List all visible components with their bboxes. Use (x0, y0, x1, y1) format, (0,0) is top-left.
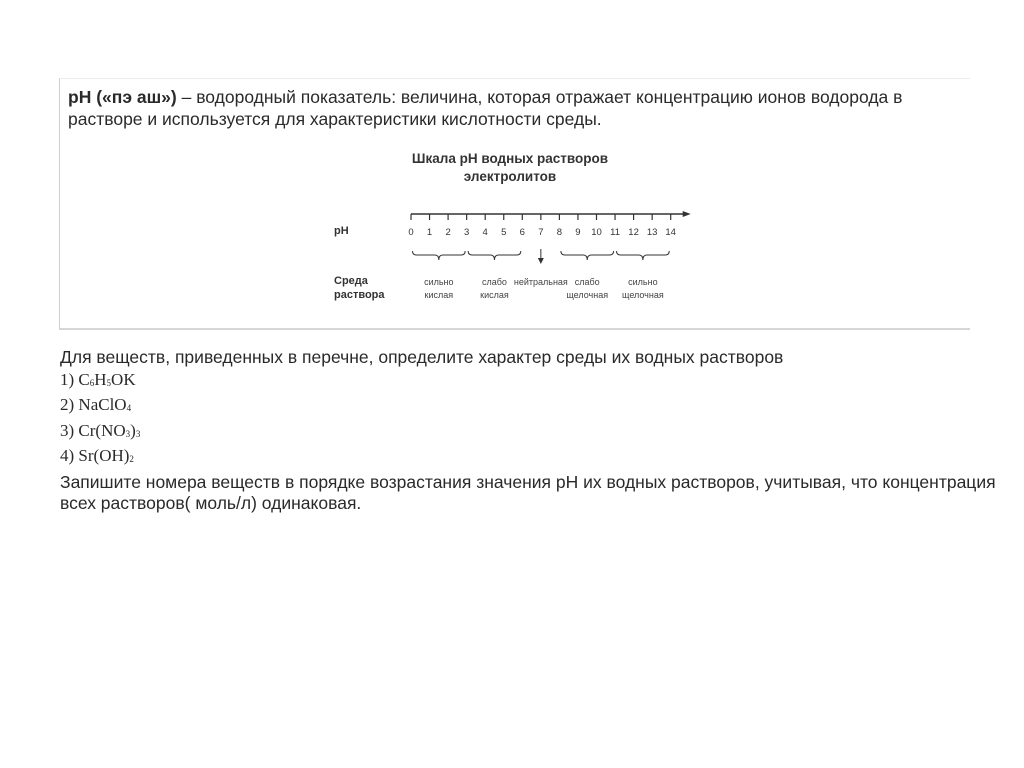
environment-label-line1: слабо (482, 277, 507, 287)
range-brace (468, 251, 521, 260)
substance-formula (78, 370, 135, 389)
environment-label (424, 276, 453, 302)
environment-label-line1: сильно (628, 277, 658, 287)
ph-scale-figure (320, 148, 740, 318)
substance-item (60, 394, 1000, 420)
substance-number: 4) (60, 446, 79, 465)
environment-label (480, 276, 509, 302)
definition-term: pH («пэ аш») (68, 87, 177, 107)
neutral-arrowhead (538, 258, 544, 264)
environment-label (566, 276, 608, 302)
substance-list (60, 369, 1000, 471)
ph-row-label: pH (334, 225, 349, 237)
environment-label (622, 276, 664, 302)
definition-text: – водородный показатель: величина, которая отражает концентрацию ионов водорода в растворе и используется для характеристики кислотности среды. (68, 87, 903, 129)
ph-tick-label: 11 (610, 227, 620, 238)
formula-part: H (94, 369, 107, 389)
formula-part: Sr(OH) (78, 446, 130, 465)
substance-item (60, 420, 1000, 446)
substance-number: 1) (60, 369, 79, 389)
ph-axis-arrowhead (683, 211, 691, 217)
ph-tick-label: 12 (628, 227, 639, 238)
ph-axis-svg (320, 148, 740, 318)
formula-part: C (78, 369, 90, 389)
formula-subscript: 4 (126, 403, 132, 413)
task-intro: Для веществ, приведенных в перечне, определите характер среды их водных растворов (60, 347, 784, 367)
range-brace (413, 251, 466, 260)
environment-label-line2: щелочная (566, 290, 609, 300)
formula-part: ) (130, 420, 136, 440)
environment-label-line1: Среда (334, 275, 368, 287)
environment-label (514, 276, 568, 289)
ph-tick-label: 7 (538, 227, 544, 238)
environment-label-line2: раствора (334, 289, 385, 301)
substance-formula (78, 446, 134, 465)
substance-formula (78, 421, 140, 440)
task-block (60, 347, 1000, 515)
range-brace (561, 251, 614, 260)
formula-part: Cr(NO (78, 420, 126, 440)
ph-tick-label: 6 (519, 227, 525, 238)
environment-label-line2: кислая (424, 290, 454, 300)
ph-tick-label: 8 (556, 227, 563, 238)
range-brace (617, 251, 670, 260)
substance-item (60, 369, 1000, 395)
formula-subscript: 6 (89, 377, 95, 388)
ph-tick-label: 1 (426, 227, 433, 238)
formula-subscript: 3 (125, 428, 131, 439)
environment-label-line1: слабо (574, 277, 600, 287)
formula-subscript: 3 (135, 428, 141, 439)
definition-paragraph (68, 86, 968, 130)
environment-label-line1: сильно (424, 277, 454, 287)
environment-label-line1: нейтральная (513, 277, 568, 287)
ph-tick-label: 9 (575, 227, 581, 238)
substance-number: 2) (60, 395, 79, 414)
task-conclusion: Запишите номера веществ в порядке возрастания значения pH их водных растворов, учитывая, что концентрация всех растворов( моль/л) одинаковая. (60, 471, 996, 513)
formula-part: OK (111, 369, 136, 389)
ph-tick-label: 0 (408, 227, 414, 238)
ph-tick-label: 2 (445, 227, 451, 238)
environment-label-line2: щелочная (622, 290, 664, 300)
formula-subscript: 2 (129, 454, 134, 464)
substance-number: 3) (60, 420, 79, 440)
ph-tick-label: 5 (501, 227, 507, 238)
ph-tick-label: 13 (646, 227, 658, 238)
substance-item (60, 445, 1000, 471)
ph-tick-label: 14 (665, 227, 676, 238)
formula-part: NaClO (78, 395, 127, 414)
ph-tick-label: 4 (482, 227, 488, 238)
environment-label-line2: кислая (480, 290, 509, 300)
formula-subscript: 5 (106, 377, 112, 388)
substance-formula (78, 395, 131, 414)
ph-tick-label: 3 (463, 227, 470, 238)
scale-title-line1: Шкала pH водных растворов (411, 151, 609, 166)
ph-tick-label: 10 (591, 227, 602, 238)
scale-title-line2: электролитов (463, 169, 557, 184)
